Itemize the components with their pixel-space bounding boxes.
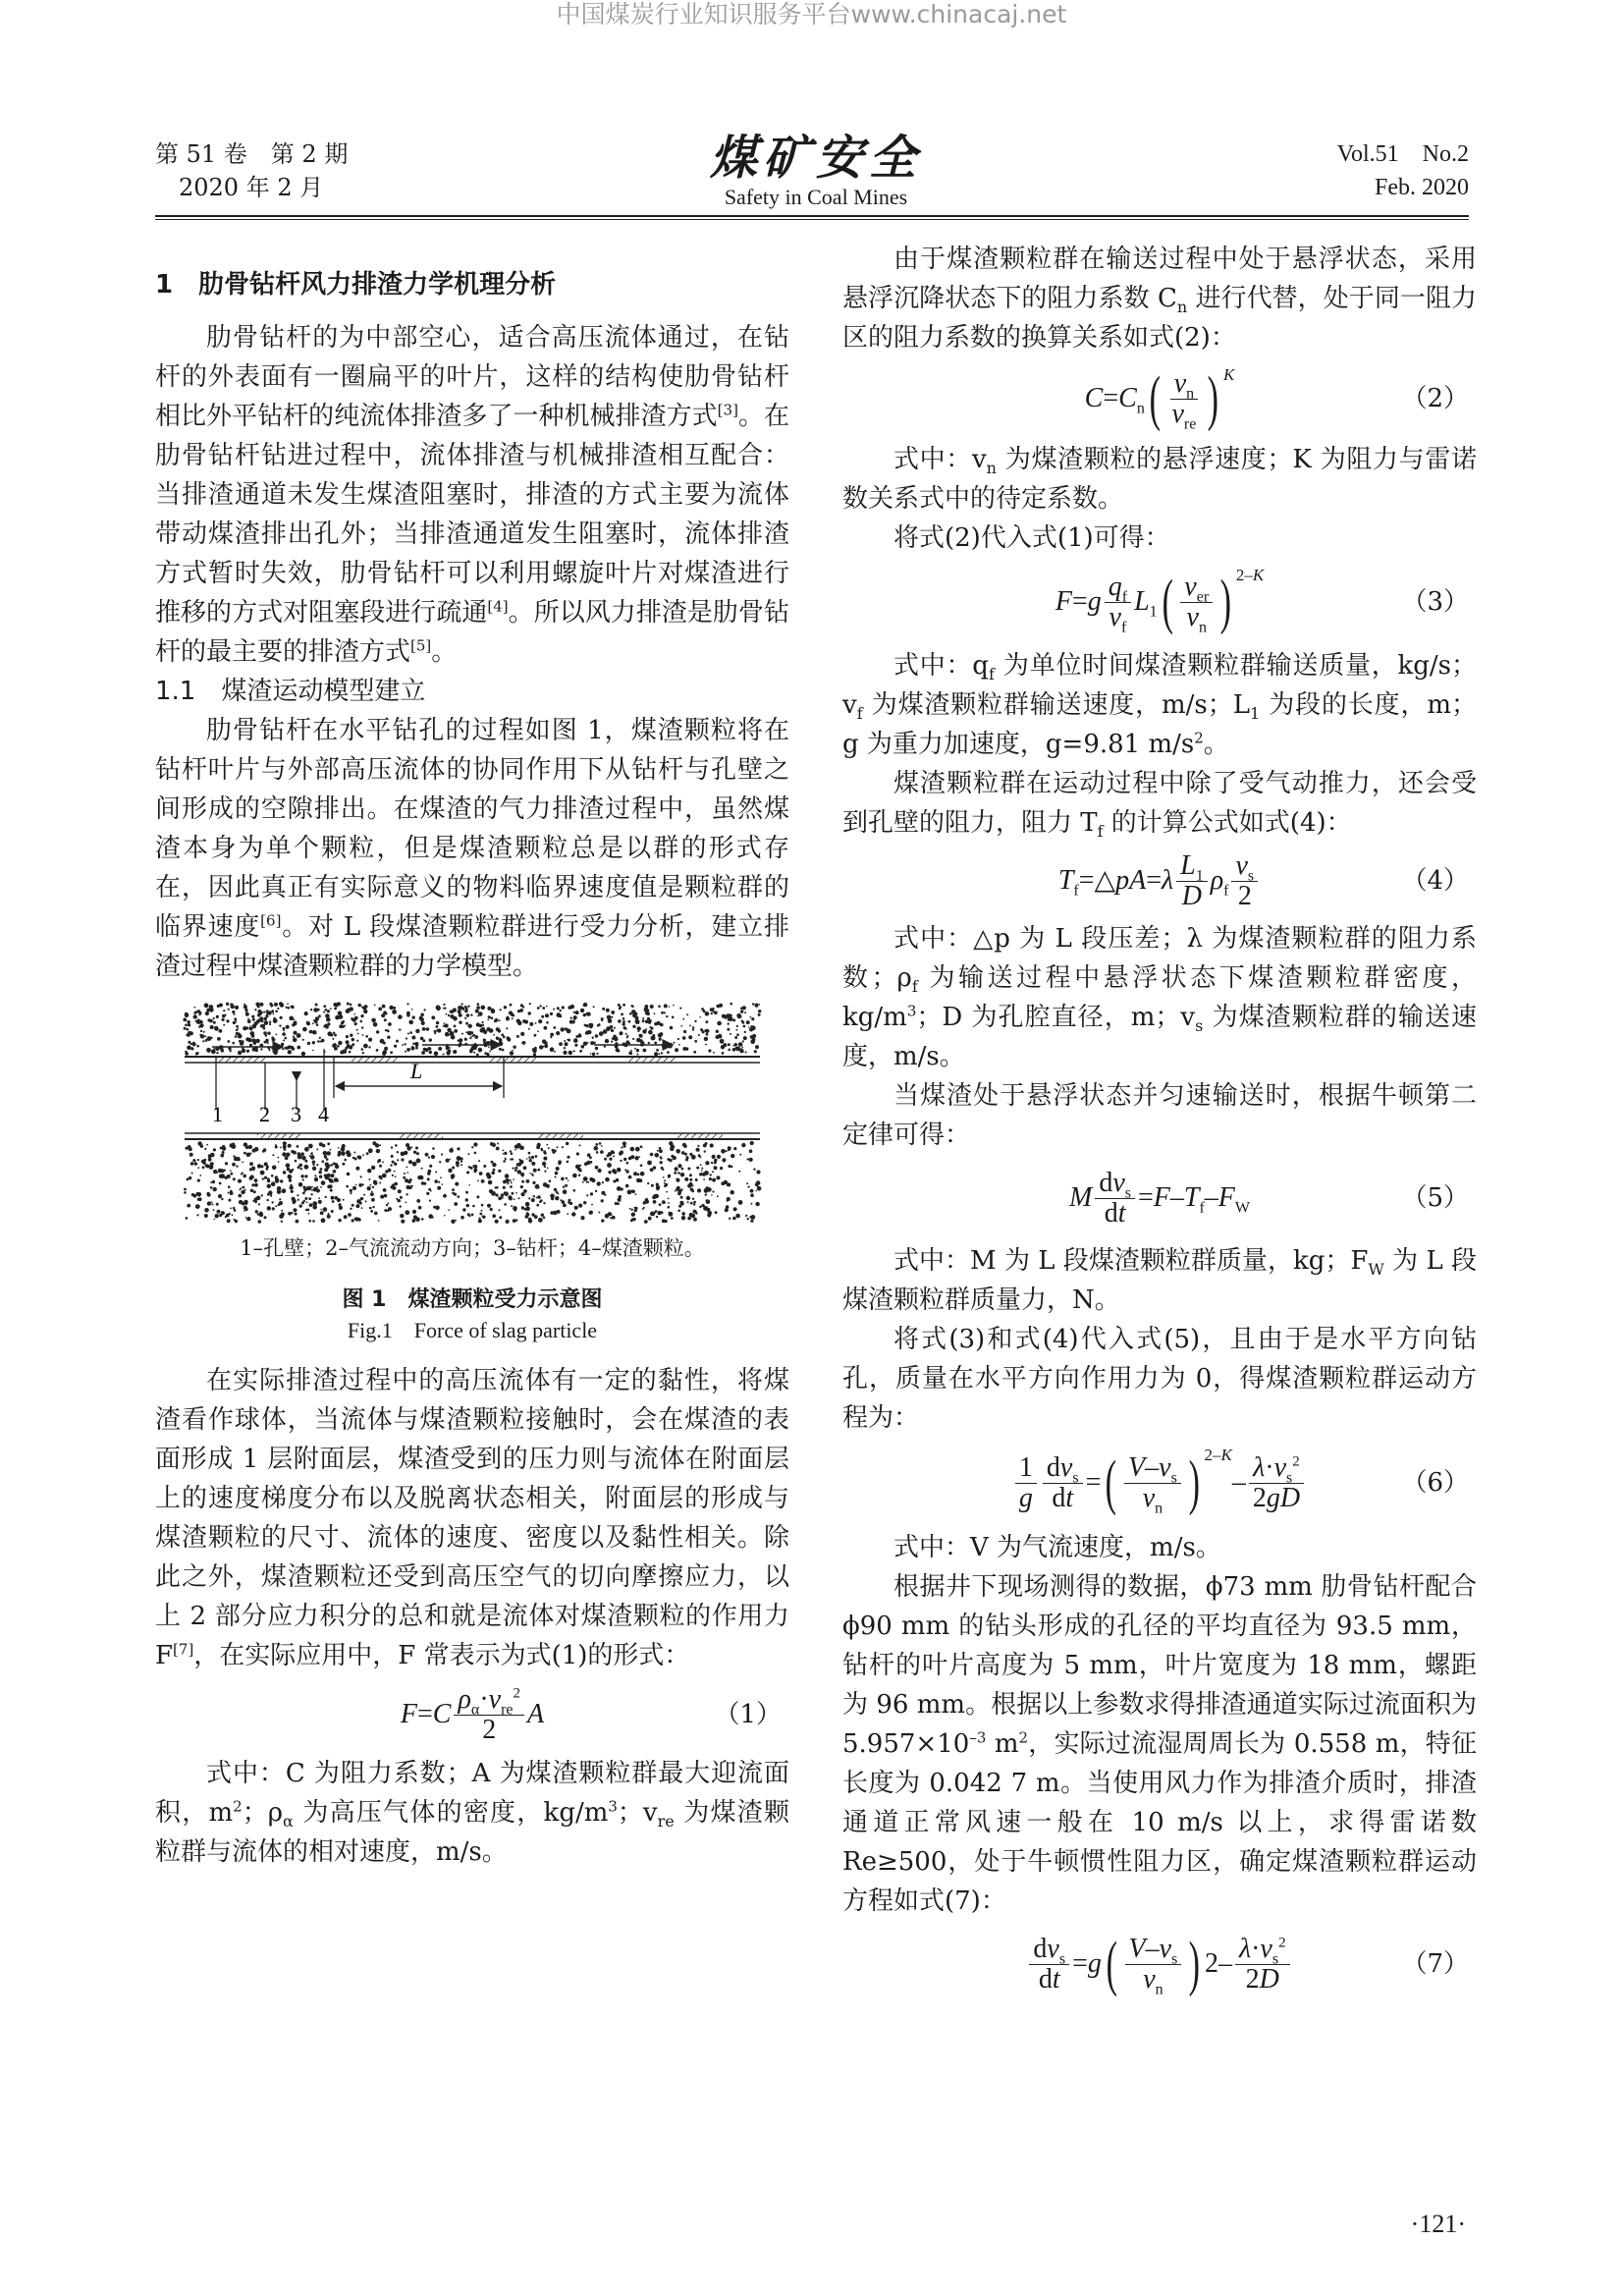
coal-particles-top: [183, 1002, 761, 1056]
journal-name-en: Safety in Coal Mines: [724, 185, 908, 209]
paragraph: 肋骨钻杆在水平钻孔的过程如图 1，煤渣颗粒将在钻杆叶片与外部高压流体的协同作用下从钻杆与孔壁之间形成的空隙排出。在煤渣的气力排渣过程中，虽然煤渣本身为单个颗粒，但是煤渣颗粒总是以群的形式存在，因此真正有实际意义的物料临界速度值是颗粒群的临界速度[6]。对 L 段煤渣颗粒群进行受力分析，建立排渣过程中煤渣颗粒群的力学模型。: [155, 716, 789, 981]
paragraph: 煤渣颗粒群在运动过程中除了受气动推力，还会受到孔壁的阻力，阻力 $T_f$ 的计算公式如式(4)：: [842, 769, 1477, 842]
figure-caption-en: Fig.1 Force of slag particle: [347, 1318, 598, 1342]
equation-5: M $\frac{dv_s}{dt}$ $=F-T_f-F_W$ （5）: [1068, 1167, 1469, 1229]
paragraph: 式中：$q_f$ 为单位时间煤渣颗粒群输送质量，kg/s；$v_f$ 为煤渣颗粒群输送速度，m/s；$L_1$ 为段的长度，m；g 为重力加速度，g=9.81 $m/s^2$。: [842, 651, 1477, 759]
volume-issue-en: Vol.51 No.2: [1336, 141, 1469, 167]
journal-name-cn: 煤矿安全: [709, 131, 922, 186]
drill-pipe-diagram: [177, 1000, 766, 1226]
equation-number: （1）: [714, 1700, 782, 1729]
blade: [628, 1057, 676, 1063]
paragraph: 式中：△p 为 L 段压差；λ 为煤渣颗粒群的阻力系数；$\rho_f$ 为输送过程中悬浮状态下煤渣颗粒群密度，$kg/m^3$；D 为孔腔直径，m；$v_s$ 为煤渣颗粒群的输送速度，m/s。: [842, 924, 1477, 1071]
equation-1: F=C $\frac{\rho_\alpha\cdot v_{re}^2}{2}$ A （1）: [400, 1683, 782, 1745]
header-volume-cn: [155, 137, 348, 204]
equation-number: （3）: [1401, 587, 1469, 617]
equation-number: （6）: [1401, 1468, 1469, 1498]
blade: [352, 1057, 399, 1063]
label-3: 3: [291, 1102, 301, 1126]
paragraph: 由于煤渣颗粒群在输送过程中处于悬浮状态，采用悬浮沉降状态下的阻力系数 $C_n$ 进行代替，处于同一阻力区的阻力系数的换算关系如式(2)：: [842, 245, 1477, 353]
blade: [677, 1133, 723, 1139]
coal-particles-bottom: [184, 1141, 761, 1224]
label-2: 2: [259, 1102, 270, 1126]
equation-7: $\frac{dv_s}{dt}$ =g ( $\frac{V-v_s}{v_n}$ ) 2– $\frac{\lambda\cdot v_s^2}{2D}$ （7）: [842, 1925, 1477, 2003]
equation-2: $C=C_n$ ( $\frac{v_n}{v_{re}}$ ) K （2）: [1084, 365, 1469, 433]
blade: [398, 1133, 443, 1139]
volume-issue-cn: 第 51 卷 第 2 期: [155, 140, 349, 168]
figure-1: [155, 1000, 789, 1345]
blade: [216, 1057, 265, 1063]
label-L: L: [410, 1059, 423, 1083]
blade: [257, 1133, 302, 1139]
paragraph: 式中：C 为阻力系数；A 为煤渣颗粒群最大迎流面积，$m^2$；$\rho_\alpha$ 为高压气体的密度，$kg/m^3$；$v_{re}$ 为煤渣颗粒群与流体的相对速度，m/s。: [155, 1759, 790, 1867]
equation-6: $\frac{1}{g}$ $\frac{dv_s}{dt}$ = ( $\frac{V-v_s}{v_n}$ ) 2–K – $\frac{\lambda\cdot v_s^2}{2gD}$ （6）: [842, 1442, 1477, 1524]
header-volume-en: [1337, 137, 1469, 204]
paragraph: 当煤渣处于悬浮状态并匀速输送时，根据牛顿第二定律可得：: [842, 1081, 1477, 1150]
equation-number: （7）: [1401, 1949, 1469, 1979]
blade: [538, 1133, 583, 1139]
label-1: 1: [212, 1102, 223, 1126]
date-cn: 2020 年 2 月: [179, 174, 324, 201]
equation-number: （4）: [1401, 866, 1469, 896]
paragraph: 将式(2)代入式(1)可得：: [893, 523, 1170, 553]
paragraph: 在实际排渣过程中的高压流体有一定的黏性，将煤渣看作球体，当流体与煤渣颗粒接触时，会在煤渣的表面形成 1 层附面层，煤渣受到的压力则与流体在附面层上的速度梯度分布以及脱离状态相关，附面层的形成与煤渣颗粒的尺寸、流体的速度、密度以及黏性相关。除此之外，煤渣颗粒还受到高压空气的切向摩擦应力，以上 2 部分应力积分的总和就是流体对煤渣颗粒的作用力 F[7]，在实际应用中，F 常表示为式(1)的形式：: [155, 1366, 789, 1670]
subsection-heading: 1.1 煤渣运动模型建立: [155, 677, 426, 706]
paragraph: 式中：V 为气流速度，m/s。: [893, 1533, 1221, 1562]
equation-number: （5）: [1401, 1183, 1469, 1213]
blade: [489, 1057, 536, 1063]
header-rule-thin: [155, 219, 1469, 220]
header-rule: [155, 215, 1469, 217]
page-number: ·121·: [1410, 2210, 1466, 2238]
equation-number: （2）: [1401, 384, 1469, 413]
watermark: 中国煤炭行业知识服务平台www.chinacaj.net: [556, 0, 1067, 28]
date-en: Feb. 2020: [1375, 175, 1469, 200]
right-column: [842, 240, 1477, 2007]
equation-3: F=g $\frac{q_f}{v_f}$ $L_1$ ( $\frac{v_{er}}{v_n}$ ) 2–K （3）: [1055, 566, 1469, 636]
left-column: [155, 251, 789, 1872]
journal-logo: [664, 132, 968, 210]
equation-4: $T_f=\triangle pA=\lambda$ $\frac{L_1}{D}$ $\rho_f$ $\frac{v_s}{2}$ （4）: [1057, 849, 1469, 911]
section-heading: 1 肋骨钻杆风力排渣力学机理分析: [155, 270, 557, 300]
figure-caption-cn: 图 1 煤渣颗粒受力示意图: [342, 1287, 603, 1312]
paragraph: 肋骨钻杆的为中部空心，适合高压流体通过，在钻杆的外表面有一圈扁平的叶片，这样的结构使肋骨钻杆相比外平钻杆的纯流体排渣多了一种机械排渣方式[3]。在肋骨钻杆钻进过程中，流体排渣与机械排渣相互配合：当排渣通道未发生煤渣阻塞时，排渣的方式主要为流体带动煤渣排出孔外；当排渣通道发生阻塞时，流体排渣方式暂时失效，肋骨钻杆可以利用螺旋叶片对煤渣进行推移的方式对阻塞段进行疏通[4]。所以风力排渣是肋骨钻杆的最主要的排渣方式[5]。: [155, 323, 789, 667]
figure-legend: 1–孔壁；2–气流流动方向；3–钻杆；4–煤渣颗粒。: [240, 1236, 705, 1260]
paragraph: 根据井下现场测得的数据，ϕ73 mm 肋骨钻杆配合 ϕ90 mm 的钻头形成的孔径的平均直径为 93.5 mm，钻杆的叶片高度为 5 mm，叶片宽度为 18 mm，螺距为 96 mm。根据以上参数求得排渣通道实际过流面积为 $5.957\times 10^{-3}$ $m^2$，实际过流湿周周长为 0.558 m，特征长度为 0.042 7 m。当使用风力作为排渣介质时，排渣通道正常风速一般在 10 m/s 以上，求得雷诺数 Re≥500，处于牛顿惯性阻力区，确定煤渣颗粒群运动方程如式(7)：: [842, 1572, 1478, 1916]
paragraph: 式中：M 为 L 段煤渣颗粒群质量，kg；$F_W$ 为 L 段煤渣颗粒群质量力，N。: [842, 1246, 1478, 1315]
label-4: 4: [318, 1102, 329, 1126]
paragraph: 将式(3)和式(4)代入式(5)，且由于是水平方向钻孔，质量在水平方向作用力为 0，得煤渣颗粒群运动方程为：: [842, 1325, 1477, 1433]
paragraph: 式中：$v_n$ 为煤渣颗粒的悬浮速度；K 为阻力与雷诺数关系式中的待定系数。: [842, 445, 1477, 514]
